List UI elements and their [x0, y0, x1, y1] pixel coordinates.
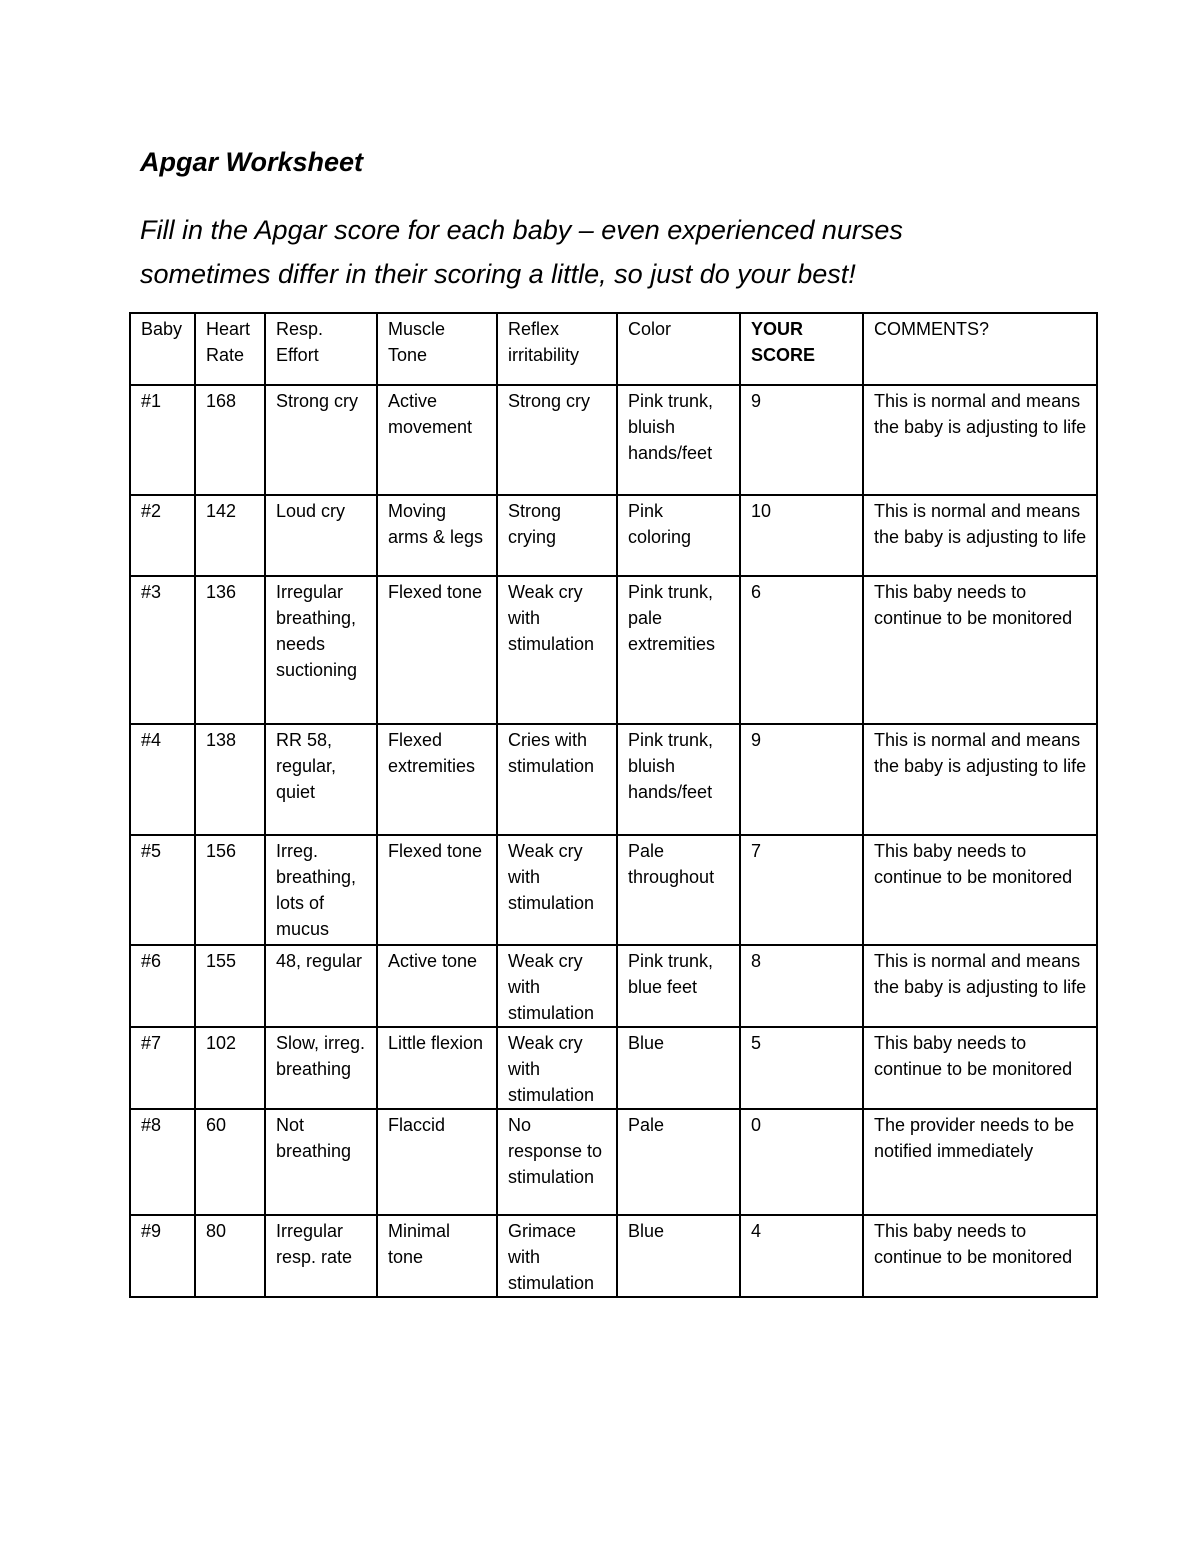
table-row-9 [130, 1215, 1097, 1297]
cell-color: Pink trunk, bluish hands/feet [617, 385, 740, 495]
header-row [130, 313, 1097, 385]
cell-reflex: No response to stimulation [497, 1109, 617, 1215]
cell-resp-effort: Irregular breathing, needs suctioning [265, 576, 377, 724]
cell-baby: #3 [130, 576, 195, 724]
cell-baby: #4 [130, 724, 195, 835]
table-row-4 [130, 724, 1097, 835]
table-row-5 [130, 835, 1097, 945]
cell-comments[interactable]: This is normal and means the baby is adjusting to life [863, 945, 1097, 1027]
table-row-6 [130, 945, 1097, 1027]
header-your-score: YOUR SCORE [740, 313, 863, 385]
header-comments: COMMENTS? [863, 313, 1097, 385]
cell-color: Pink trunk, pale extremities [617, 576, 740, 724]
header-resp-effort: Resp. Effort [265, 313, 377, 385]
instructions-line-1: Fill in the Apgar score for each baby – even experienced nurses [140, 215, 903, 245]
table-row-8 [130, 1109, 1097, 1215]
cell-muscle-tone: Moving arms & legs [377, 495, 497, 576]
table-row-2 [130, 495, 1097, 576]
header-heart-rate: Heart Rate [195, 313, 265, 385]
header-color: Color [617, 313, 740, 385]
header-baby: Baby [130, 313, 195, 385]
table-row-1 [130, 385, 1097, 495]
cell-reflex: Weak cry with stimulation [497, 1027, 617, 1109]
cell-muscle-tone: Flexed extremities [377, 724, 497, 835]
cell-muscle-tone: Flexed tone [377, 835, 497, 945]
cell-color: Pink trunk, bluish hands/feet [617, 724, 740, 835]
cell-color: Blue [617, 1215, 740, 1297]
table-row-3 [130, 576, 1097, 724]
cell-color: Blue [617, 1027, 740, 1109]
page-title: Apgar Worksheet [140, 147, 364, 177]
cell-score[interactable]: 9 [740, 385, 863, 495]
cell-reflex: Weak cry with stimulation [497, 835, 617, 945]
cell-resp-effort: Loud cry [265, 495, 377, 576]
cell-resp-effort: Slow, irreg. breathing [265, 1027, 377, 1109]
cell-comments[interactable]: This is normal and means the baby is adjusting to life [863, 724, 1097, 835]
cell-muscle-tone: Active movement [377, 385, 497, 495]
cell-comments[interactable]: This baby needs to continue to be monitored [863, 1027, 1097, 1109]
cell-resp-effort: RR 58, regular, quiet [265, 724, 377, 835]
cell-baby: #7 [130, 1027, 195, 1109]
cell-muscle-tone: Little flexion [377, 1027, 497, 1109]
cell-resp-effort: Irregular resp. rate [265, 1215, 377, 1297]
cell-color: Pink coloring [617, 495, 740, 576]
cell-score[interactable]: 7 [740, 835, 863, 945]
cell-baby: #6 [130, 945, 195, 1027]
cell-resp-effort: Not breathing [265, 1109, 377, 1215]
cell-reflex: Strong cry [497, 385, 617, 495]
cell-baby: #8 [130, 1109, 195, 1215]
cell-heart-rate: 136 [195, 576, 265, 724]
cell-reflex: Weak cry with stimulation [497, 576, 617, 724]
cell-baby: #1 [130, 385, 195, 495]
cell-reflex: Strong crying [497, 495, 617, 576]
cell-resp-effort: Irreg. breathing, lots of mucus [265, 835, 377, 945]
cell-score[interactable]: 4 [740, 1215, 863, 1297]
cell-heart-rate: 80 [195, 1215, 265, 1297]
cell-color: Pink trunk, blue feet [617, 945, 740, 1027]
cell-reflex: Weak cry with stimulation [497, 945, 617, 1027]
apgar-table [129, 312, 1098, 1298]
cell-reflex: Grimace with stimulation [497, 1215, 617, 1297]
cell-score[interactable]: 5 [740, 1027, 863, 1109]
cell-score[interactable]: 0 [740, 1109, 863, 1215]
cell-score[interactable]: 10 [740, 495, 863, 576]
cell-baby: #2 [130, 495, 195, 576]
cell-comments[interactable]: This baby needs to continue to be monitored [863, 576, 1097, 724]
cell-heart-rate: 60 [195, 1109, 265, 1215]
cell-heart-rate: 155 [195, 945, 265, 1027]
table-row-7 [130, 1027, 1097, 1109]
cell-muscle-tone: Active tone [377, 945, 497, 1027]
cell-score[interactable]: 6 [740, 576, 863, 724]
cell-comments[interactable]: This is normal and means the baby is adjusting to life [863, 385, 1097, 495]
instructions-line-2: sometimes differ in their scoring a little, so just do your best! [140, 259, 856, 289]
cell-heart-rate: 156 [195, 835, 265, 945]
cell-resp-effort: 48, regular [265, 945, 377, 1027]
cell-heart-rate: 168 [195, 385, 265, 495]
instructions [140, 208, 1100, 296]
cell-muscle-tone: Minimal tone [377, 1215, 497, 1297]
cell-muscle-tone: Flexed tone [377, 576, 497, 724]
cell-comments[interactable]: This baby needs to continue to be monitored [863, 835, 1097, 945]
cell-heart-rate: 102 [195, 1027, 265, 1109]
cell-score[interactable]: 8 [740, 945, 863, 1027]
header-reflex: Reflex irritability [497, 313, 617, 385]
cell-comments[interactable]: The provider needs to be notified immediately [863, 1109, 1097, 1215]
cell-baby: #9 [130, 1215, 195, 1297]
cell-baby: #5 [130, 835, 195, 945]
cell-muscle-tone: Flaccid [377, 1109, 497, 1215]
cell-heart-rate: 142 [195, 495, 265, 576]
cell-resp-effort: Strong cry [265, 385, 377, 495]
cell-color: Pale [617, 1109, 740, 1215]
cell-score[interactable]: 9 [740, 724, 863, 835]
cell-reflex: Cries with stimulation [497, 724, 617, 835]
cell-comments[interactable]: This baby needs to continue to be monitored [863, 1215, 1097, 1297]
cell-comments[interactable]: This is normal and means the baby is adjusting to life [863, 495, 1097, 576]
cell-color: Pale throughout [617, 835, 740, 945]
header-muscle-tone: Muscle Tone [377, 313, 497, 385]
cell-heart-rate: 138 [195, 724, 265, 835]
